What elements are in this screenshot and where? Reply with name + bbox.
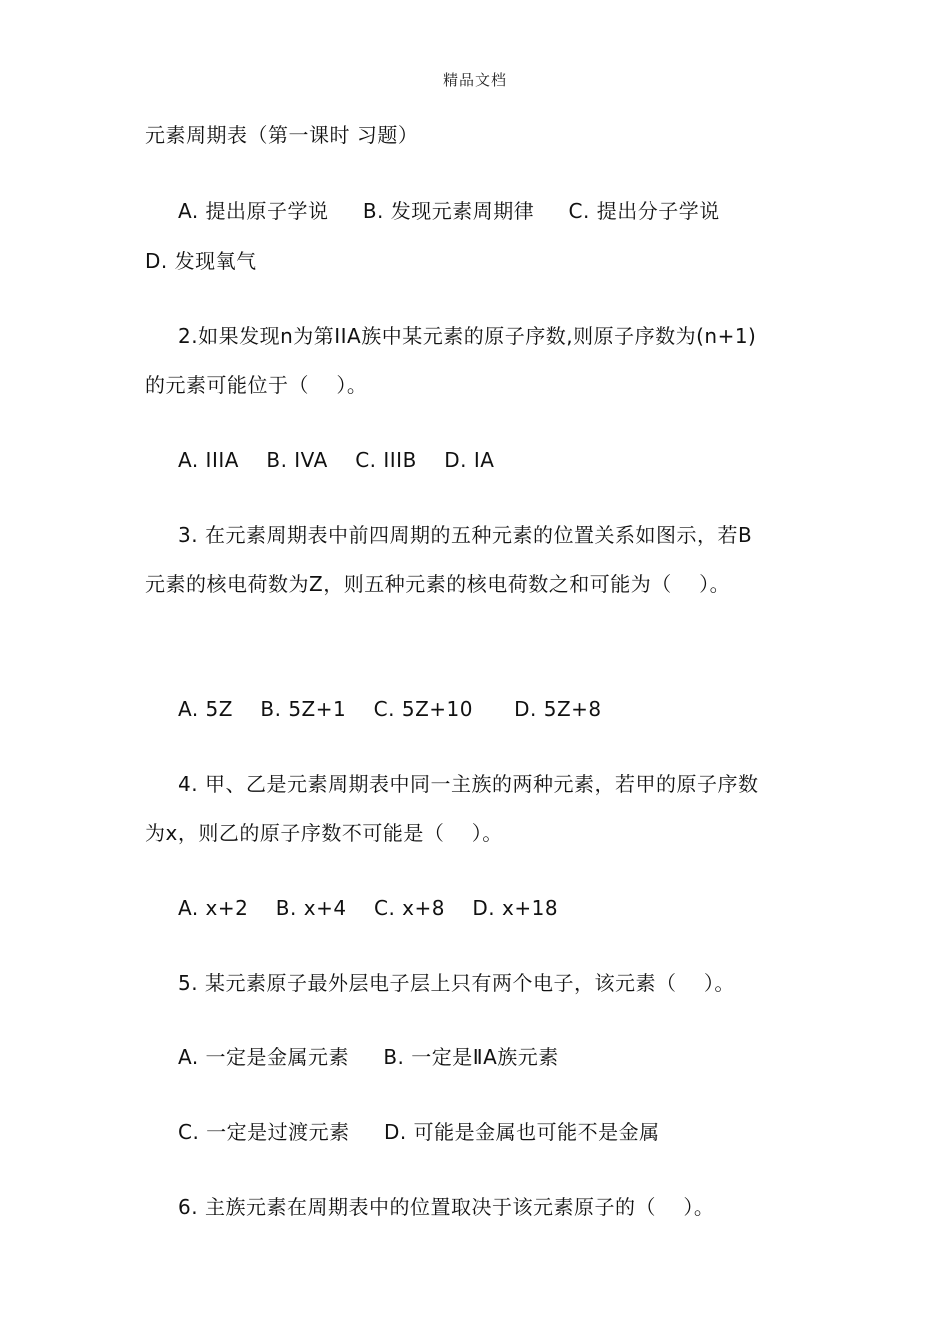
q4-stem-line1: 4. 甲、乙是元素周期表中同一主族的两种元素，若甲的原子序数: [178, 772, 759, 796]
q5-options-line1: A. 一定是金属元素 B. 一定是ⅡA族元素: [178, 1045, 559, 1069]
q3-options: A. 5Z B. 5Z+1 C. 5Z+10 D. 5Z+8: [178, 697, 602, 721]
q2-stem-line1: 2.如果发现n为第IIA族中某元素的原子序数,则原子序数为(n+1): [178, 324, 757, 348]
q3-stem-line1: 3. 在元素周期表中前四周期的五种元素的位置关系如图示，若B: [178, 523, 753, 547]
q4-stem-line2: 为x，则乙的原子序数不可能是（ ）。: [145, 821, 503, 845]
page-header: 精品文档: [442, 71, 507, 89]
q2-options: A. IIIA B. IVA C. IIIB D. IA: [178, 448, 495, 472]
document-title: 元素周期表（第一课时 习题）: [145, 123, 419, 147]
q1-options-line1: A. 提出原子学说 B. 发现元素周期律 C. 提出分子学说: [178, 199, 720, 223]
q1-options-line2: D. 发现氧气: [145, 249, 257, 273]
q5-stem: 5. 某元素原子最外层电子层上只有两个电子，该元素（ ）。: [178, 971, 735, 995]
q6-stem: 6. 主族元素在周期表中的位置取决于该元素原子的（ ）。: [178, 1195, 715, 1219]
q2-stem-line2: 的元素可能位于（ ）。: [145, 373, 368, 397]
q4-options: A. x+2 B. x+4 C. x+8 D. x+18: [178, 896, 559, 920]
q3-stem-line2: 元素的核电荷数为Z，则五种元素的核电荷数之和可能为（ ）。: [145, 572, 731, 596]
q5-options-line2: C. 一定是过渡元素 D. 可能是金属也可能不是金属: [178, 1120, 660, 1144]
